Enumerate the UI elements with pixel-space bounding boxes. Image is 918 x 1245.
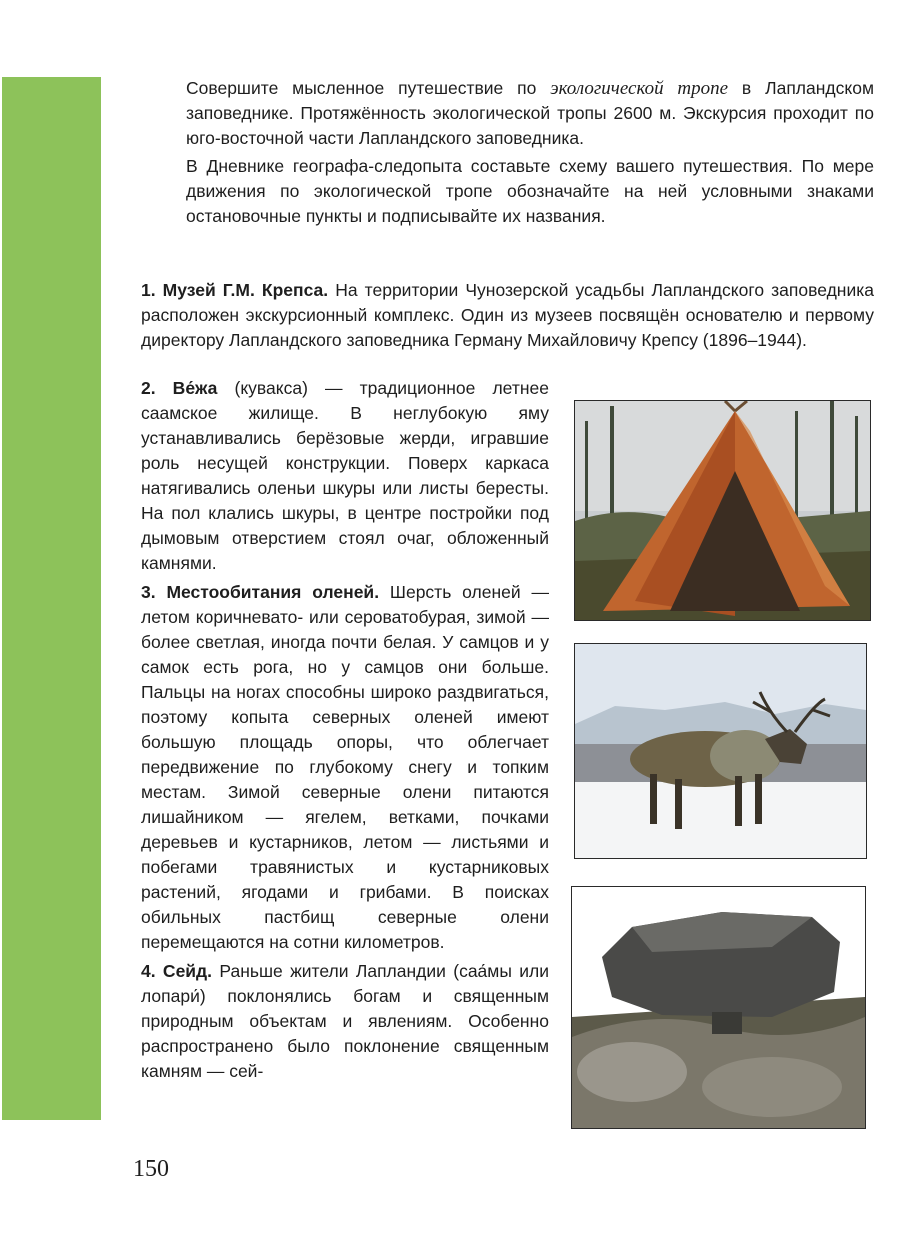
- intro-paragraph-2: В Дневнике географа-следопыта составьте схему вашего путешествия. По мере движения по экологической тропе обозначайте на ней условными знаками остановочные пункты и подписывайте их названия.: [186, 156, 874, 226]
- green-margin-band: [2, 77, 101, 1120]
- item-2-title: 2. Ве́жа: [141, 378, 218, 398]
- intro-paragraph-1: Совершите мысленное путешествие по экологической тропе в Лапландском заповеднике. Протяжённость экологической тропы 2600 м. Экскурсия проходит по юго-восточной части Лапландского заповедника.: [186, 78, 874, 148]
- item-2-text: (кувакса) — традиционное летнее саамское жилище. В неглубокую яму устанавливались берёзовые жерди, игравшие роль несущей конструкции. Поверх каркаса натягивались оленьи шкуры или листы бересты. На пол клались шкуры, в центре постройки под дымовым отверстием стоял очаг, обложенный камнями.: [141, 378, 549, 573]
- item-4-seid: [141, 959, 549, 1084]
- item-1-text: На территории Чунозерской усадьбы Лапландского заповедника расположен экскурсионный комплекс. Один из музеев посвящён основателю и первому директору Лапландского заповедника Герману Михайловичу Крепсу (1896–1944).: [141, 280, 874, 350]
- reindeer-photo: [574, 643, 867, 859]
- item-3-title: 3. Местообитания оленей.: [141, 582, 380, 602]
- item-4-title: 4. Сейд.: [141, 961, 213, 981]
- item-1-krebs-museum: [141, 278, 874, 353]
- items-column: [141, 376, 549, 1084]
- item-2-vezha: [141, 376, 549, 576]
- seid-stone-photo: [571, 886, 866, 1129]
- item-4-text: Раньше жители Лапландии (саа́мы или лопари́) поклонялись богам и священным природным объектам и явлениям. Особенно распространено было поклонение священным камням — сей-: [141, 961, 549, 1081]
- vezha-photo: [574, 400, 871, 621]
- item-3-deer-habitat: [141, 580, 549, 955]
- item-1-title: 1. Музей Г.М. Крепса.: [141, 280, 329, 300]
- intro-text: [186, 76, 874, 229]
- page-number: 150: [133, 1156, 169, 1182]
- eco-trail-term: экологической тропе: [550, 78, 729, 99]
- item-3-text: Шерсть оленей — летом коричневато- или сероватобурая, зимой — более светлая, иногда почти белая. У самцов и у самок есть рога, но у самцов они больше. Пальцы на ногах способны широко раздвигаться, поэтому копыта северных оленей имеют большую площадь опоры, что облегчает передвижение по глубокому снегу и топким местам. Зимой северные олени питаются лишайником — ягелем, ветками, почками деревьев и кустарников, летом — листьями и побегами травянистых и кустарниковых растений, ягодами и грибами. В поисках обильных пастбищ северные олени перемещаются на сотни километров.: [141, 582, 549, 952]
